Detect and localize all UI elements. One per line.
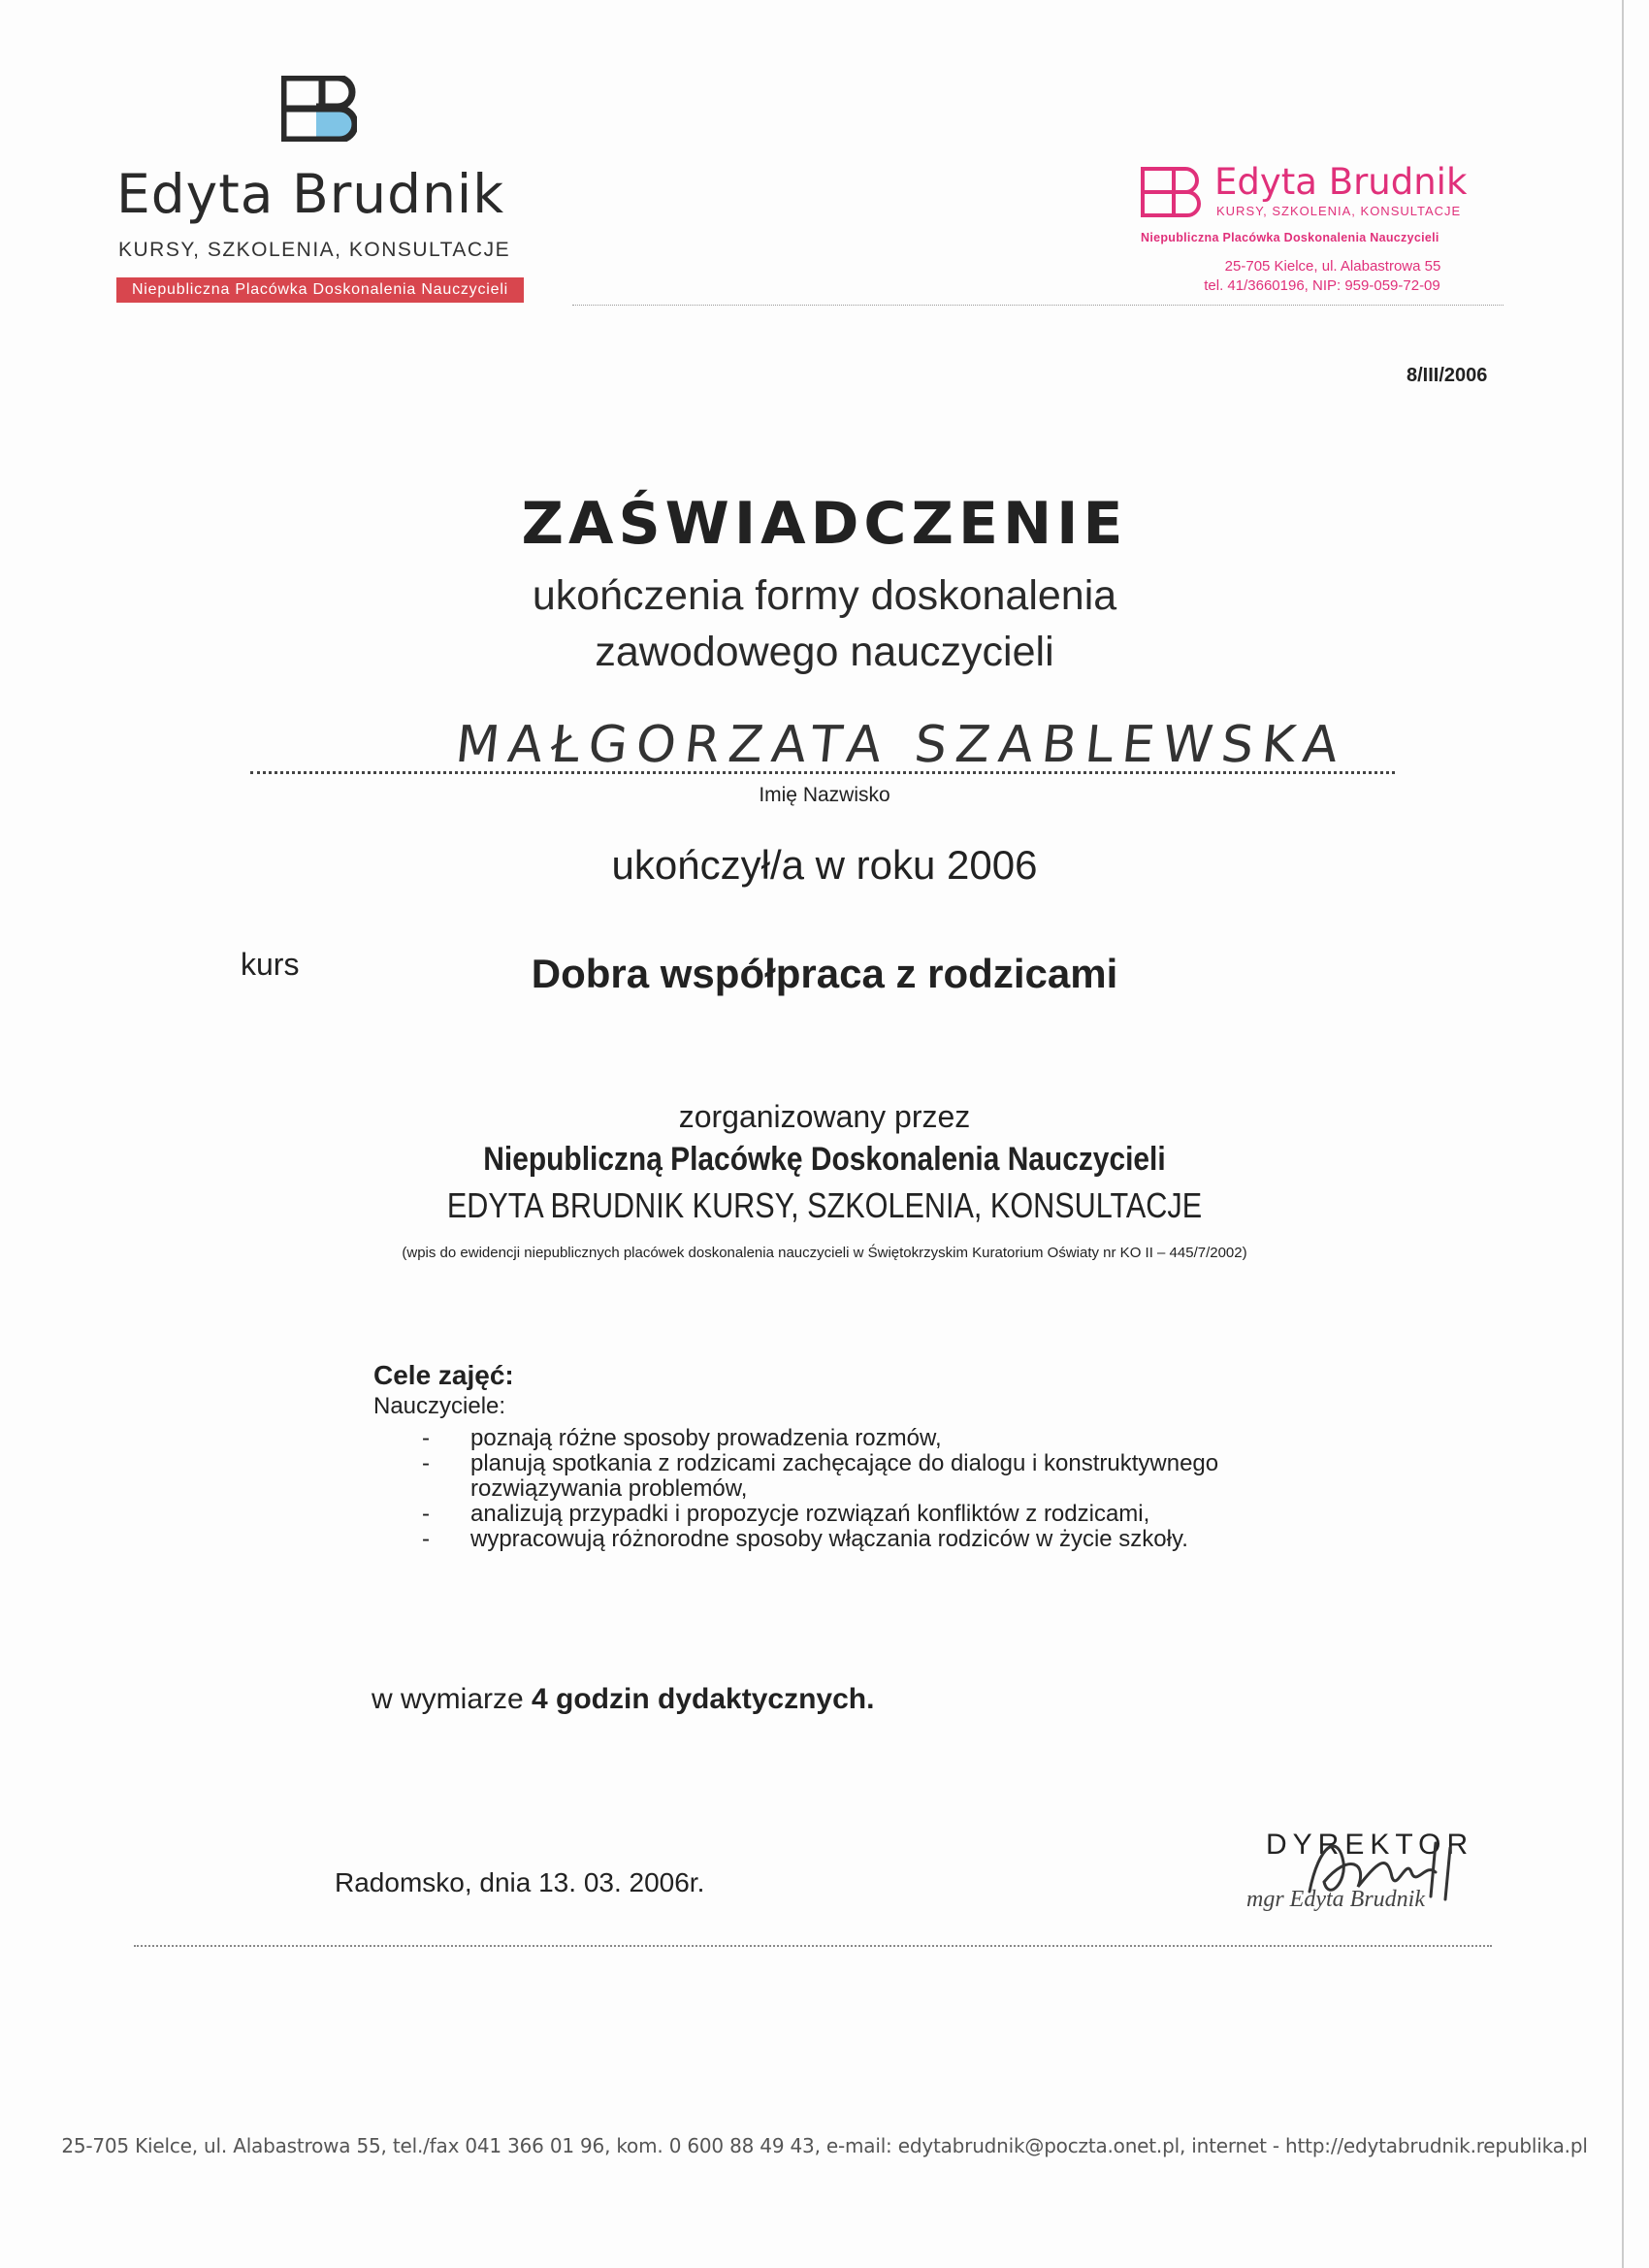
certificate-subtitle — [0, 567, 1649, 680]
hours-prefix: w wymiarze — [372, 1683, 533, 1715]
stamp-name: Edyta Brudnik — [1214, 161, 1468, 203]
stamp-address: 25-705 Kielce, ul. Alabastrowa 55 — [1224, 258, 1441, 275]
goal-item: - poznają różne sposoby prowadzenia rozmów, — [417, 1426, 1290, 1451]
place-date: Radomsko, dnia 13. 03. 2006r. — [335, 1867, 705, 1897]
stamp-institution: Niepubliczna Placówka Doskonalenia Nauczycieli — [1141, 231, 1439, 244]
organizer-name: Niepubliczną Placówkę Doskonalenia Nauczycieli — [483, 1141, 1166, 1178]
brand-tagline: KURSY, SZKOLENIA, KONSULTACJE — [118, 239, 511, 261]
subtitle-line-1: ukończenia formy doskonalenia — [532, 572, 1117, 619]
footer-contact: 25-705 Kielce, ul. Alabastrowa 55, tel./fax 041 366 01 96, kom. 0 600 88 49 43, e-mail: edytabrudnik@poczta.onet.pl, internet - http://edytabrudnik.republika.pl — [61, 2134, 1588, 2157]
company-stamp — [1133, 155, 1502, 301]
signature-icon — [1290, 1824, 1474, 1921]
stamp-tagline: KURSY, SZKOLENIA, KONSULTACJE — [1216, 204, 1462, 218]
hours-statement — [372, 1683, 874, 1716]
registry-note: (wpis do ewidencji niepublicznych placówek doskonalenia nauczycieli w Świętokrzyskim Kuratorium Oświaty nr KO II – 445/7/2002) — [402, 1245, 1247, 1261]
completion-text: ukończył/a w roku 2006 — [611, 842, 1038, 888]
course-label: kurs — [241, 947, 300, 982]
scan-edge — [1622, 0, 1624, 2268]
name-caption: Imię Nazwisko — [759, 784, 890, 806]
organizer-intro: zorganizowany przez — [678, 1099, 971, 1134]
footer-divider — [134, 1945, 1492, 1947]
participant-name: MAŁGORZATA SZABLEWSKA — [452, 716, 1350, 774]
header-divider — [572, 305, 1504, 306]
document-number: 8/III/2006 — [1406, 365, 1488, 386]
eb-logo-icon — [281, 76, 357, 142]
goals-title: Cele zajęć: — [373, 1360, 514, 1390]
subtitle-line-2: zawodowego nauczycieli — [595, 629, 1054, 675]
certificate-title: ZAŚWIADCZENIE — [521, 490, 1128, 558]
institution-bar: Niepubliczna Placówka Doskonalenia Nauczycieli — [116, 277, 524, 303]
goals-list — [417, 1426, 1290, 1552]
goal-item: - analizują przypadki i propozycje rozwiązań konfliktów z rodzicami, — [417, 1502, 1290, 1527]
goal-item: - planują spotkania z rodzicami zachęcające do dialogu i konstruktywnego rozwiązywania problemów, — [417, 1451, 1290, 1502]
director-name: mgr Edyta Brudnik — [1246, 1887, 1425, 1912]
stamp-phone: tel. 41/3660196, NIP: 959-059-72-09 — [1204, 277, 1440, 294]
goals-intro: Nauczyciele: — [373, 1393, 506, 1419]
director-title: DYREKTOR — [1266, 1829, 1474, 1861]
course-title: Dobra współpraca z rodzicami — [531, 951, 1118, 996]
goal-item: - wypracowują różnorodne sposoby włączania rodziców w życie szkoły. — [417, 1527, 1290, 1552]
stamp-logo-icon — [1141, 167, 1201, 217]
name-dotted-line — [250, 771, 1395, 774]
organizer-subtitle: EDYTA BRUDNIK KURSY, SZKOLENIA, KONSULTACJE — [446, 1185, 1203, 1225]
brand-name: Edyta Brudnik — [116, 163, 505, 225]
hours-bold: 4 godzin dydaktycznych. — [532, 1683, 875, 1715]
